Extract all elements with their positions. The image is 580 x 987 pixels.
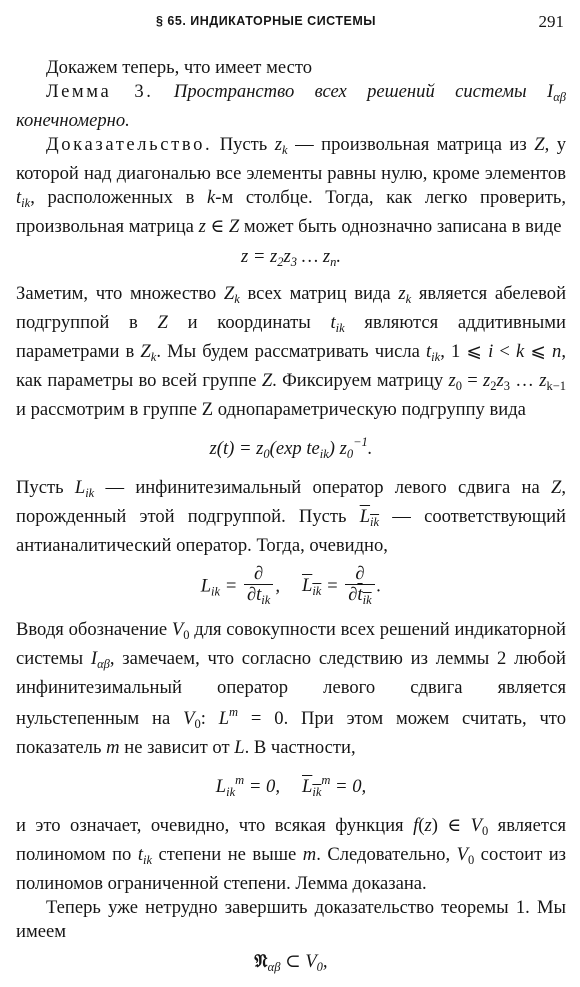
lemma-label: Лемма 3. xyxy=(46,81,154,102)
formula-subgroup: $z(t) = z_0(\exp$ $te_{ik}$) $z_0^{-1}$. xyxy=(209,435,373,461)
formula-powers: $L_{ik}^m = 0$, $L_{ik}^m = 0$, xyxy=(215,773,367,799)
paragraph-operator: Пусть $L_{ik}$ — инфинитезимальный оператор левого сдвига на Z, порожденный этой подгруппой. Пусть $L_{ik}$ — соответствующий антианалитический оператор. Тогда, очевидно, xyxy=(16,477,566,556)
paragraph-intro: Докажем теперь, что имеет место xyxy=(46,57,312,78)
running-head: § 65. ИНДИКАТОРНЫЕ СИСТЕМЫ xyxy=(156,14,377,28)
paragraph-nilpotent: Вводя обозначение $V_0$ для совокупности всех решений индикаторной системы $I_{\alpha\beta}$, замечаем, что согласно следствию из леммы 2 любой инфинитезимальный оператор левого сдвига является нульстепенным на $V_0$: $L^m = 0$. При этом можем считать, что показатель m не зависит от L. В частности, xyxy=(16,619,566,758)
proof-paragraph: Доказательство. Пусть $z_k$ — произвольная матрица из Z, у которой над диагональю все элементы равны нулю, кроме элементов $t_{ik}$, расположенных в k-м столбце. Тогда, как легко проверить, произвольная матрица z ∈ Z может быть однозначно записана в виде xyxy=(16,134,567,237)
paragraph-parameters: Заметим, что множество $Z_k$ всех матриц вида $z_k$ является абелевой подгруппой в Z и координаты $t_{ik}$ являются аддитивными параметрами в $Z_k$. Мы будем рассматривать числа $t_{ik}$, 1 ⩽ i < k ⩽ n, как параметры во всей группе Z. Фиксируем матрицу $z_0 = z_2z_3$ … $z_{k-1}$ и рассмотрим в группе Z однопараметрическую подгруппу вида xyxy=(16,283,567,420)
page-number: 291 xyxy=(538,12,564,31)
paragraph-conclusion: и это означает, очевидно, что всякая функция f(z) ∈ $V_0$ является полиномом по $t_{ik}$ степени не выше m. Следовательно, $V_0$ состоит из полиномов ограниченной степени. Лемма доказана. xyxy=(16,815,566,894)
page-body xyxy=(16,56,566,987)
formula-product: $z = z_2z_3$ … $z_n$. xyxy=(240,246,342,269)
proof-label: Доказательство. xyxy=(46,134,213,155)
page-header xyxy=(0,10,580,36)
lemma-statement: Лемма 3. Пространство всех решений системы $I_{\alpha\beta}$ конечномерно. xyxy=(16,81,566,131)
paragraph-theorem: Теперь уже нетрудно завершить доказательство теоремы 1. Мы имеем xyxy=(16,897,566,942)
formula-inclusion: 𝔑$_{\alpha\beta}$ ⊂ $V_0$, xyxy=(254,951,328,974)
formula-derivatives: $L_{ik}$ = $\frac{\partial}{\partial t_{ik}}$ , $L_{ik}$ = $\frac{\partial}{\partial t_{ik}}$ . xyxy=(200,563,382,607)
